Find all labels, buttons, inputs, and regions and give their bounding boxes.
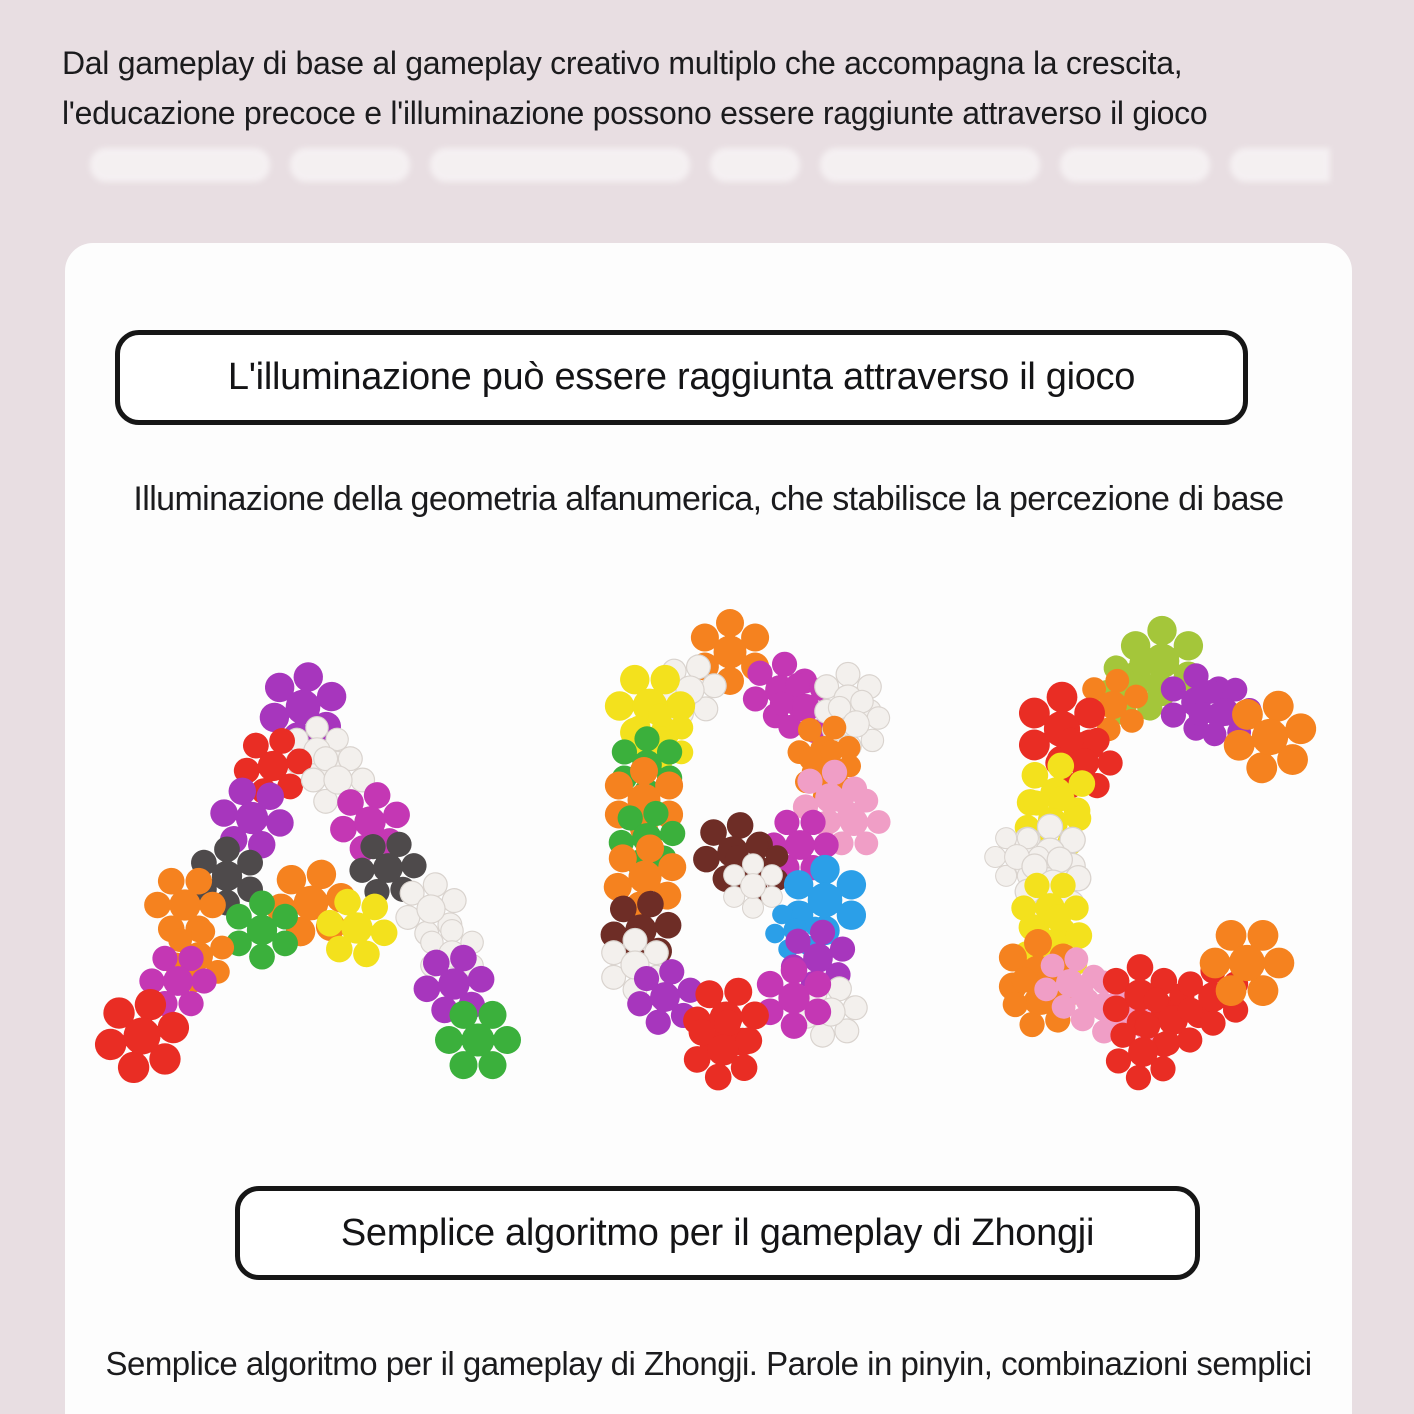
faded-text-blob [290, 148, 410, 182]
faded-text-blob [1060, 148, 1210, 182]
faded-text-blob [1230, 148, 1330, 182]
intro-line-1: Dal gameplay di base al gameplay creativo multiplo che accompagna la crescita, [62, 45, 1183, 81]
section-subtitle-2: Semplice algoritmo per il gameplay di Zhongji. Parole in pinyin, combinazioni semplici [105, 1345, 1312, 1382]
section-subtitle-1: Illuminazione della geometria alfanumerica, che stabilisce la percezione di base [133, 480, 1284, 518]
block-letter-A [82, 654, 538, 1099]
faded-text-blob [430, 148, 690, 182]
section-title-box-1 [115, 330, 1248, 425]
section-title-1: L'illuminazione può essere raggiunta attraverso il gioco [227, 356, 1136, 398]
abc-blocks-image [65, 555, 1352, 1175]
faded-text-blob [90, 148, 270, 182]
block-letter-B [587, 609, 905, 1098]
section-title-2: Semplice algoritmo per il gameplay di Zhongji [340, 1211, 1095, 1254]
intro-text [62, 38, 1374, 138]
intro-line-2: l'educazione precoce e l'illuminazione possono essere raggiunte attraverso il gioco [62, 95, 1208, 131]
faded-text-blob [710, 148, 800, 182]
content-card [65, 243, 1352, 1414]
faded-text-blob [820, 148, 1040, 182]
block-letter-C [972, 616, 1329, 1097]
faded-text-placeholder [90, 148, 1330, 186]
section-title-box-2 [235, 1186, 1200, 1280]
